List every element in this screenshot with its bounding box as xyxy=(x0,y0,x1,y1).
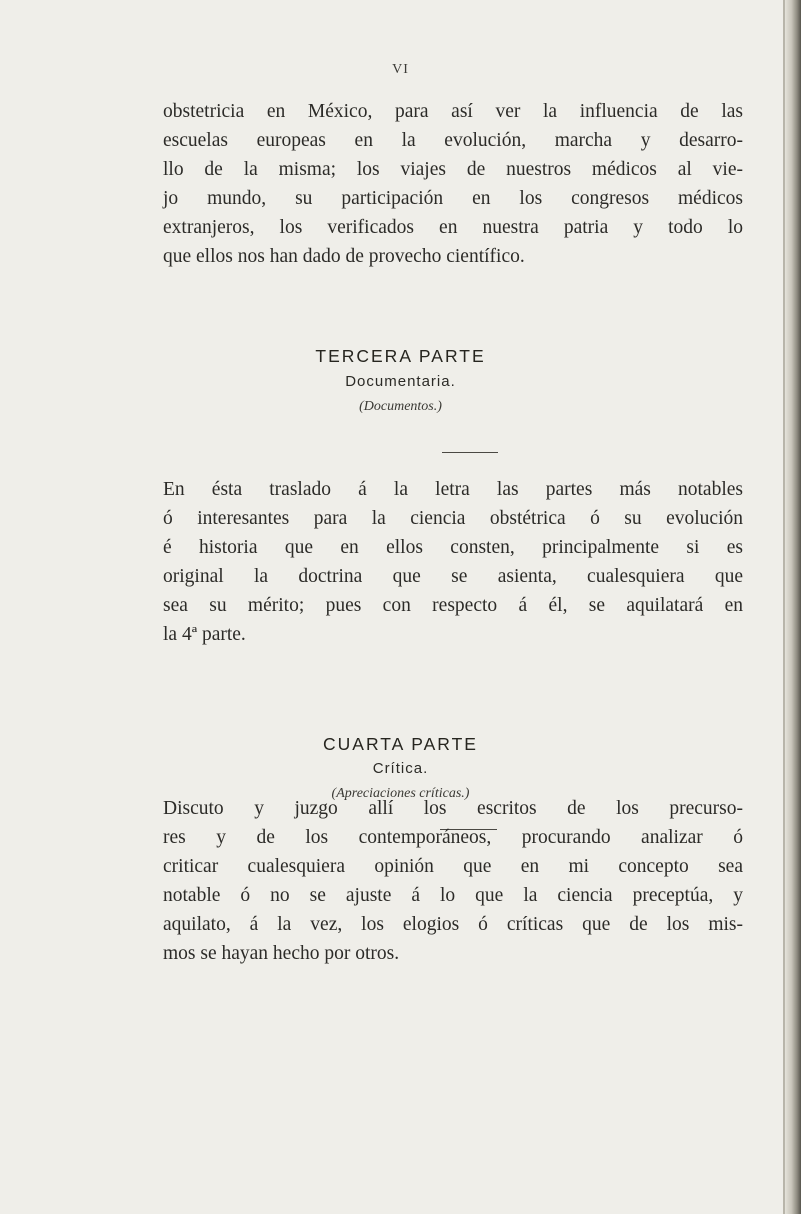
text-line: jo mundo, su participación en los congresos médicos xyxy=(163,188,743,209)
section4-paragraph xyxy=(163,794,743,968)
divider-rule xyxy=(442,452,498,453)
text-line: obstetricia en México, para así ver la influencia de las xyxy=(163,101,743,122)
intro-paragraph xyxy=(163,97,743,271)
text-line: aquilato, á la vez, los elogios ó críticas que de los mis- xyxy=(163,914,743,935)
text-line: res y de los contemporáneos, procurando analizar ó xyxy=(163,827,743,848)
text-line: que ellos nos han dado de provecho científico. xyxy=(163,246,525,267)
text-line: é historia que en ellos consten, principalmente si es xyxy=(163,537,743,558)
text-line: sea su mérito; pues con respecto á él, se aquilatará en xyxy=(163,595,743,616)
text-line: Discuto y juzgo allí los escritos de los precurso- xyxy=(163,798,743,819)
page-edge-shadow xyxy=(785,0,801,1214)
text-line: extranjeros, los verificados en nuestra patria y todo lo xyxy=(163,217,743,238)
text-line: notable ó no se ajuste á lo que la ciencia preceptúa, y xyxy=(163,885,743,906)
text-line: llo de la misma; los viajes de nuestros médicos al vie- xyxy=(163,159,743,180)
text-line: ó interesantes para la ciencia obstétrica ó su evolución xyxy=(163,508,743,529)
section-note-documentos: (Documentos.) xyxy=(359,399,442,414)
section-heading-cuarta-parte: CUARTA PARTE xyxy=(323,734,478,754)
text-line: En ésta traslado á la letra las partes más notables xyxy=(163,479,743,500)
section-subheading-critica: Crítica. xyxy=(372,760,429,777)
page-number: VI xyxy=(392,62,409,77)
section3-paragraph xyxy=(163,475,743,649)
text-line: mos se hayan hecho por otros. xyxy=(163,943,400,964)
section-note-apreciaciones: (Apreciaciones críticas.) xyxy=(331,786,470,801)
text-line: criticar cualesquiera opinión que en mi concepto sea xyxy=(163,856,743,877)
section-heading-tercera-parte: TERCERA PARTE xyxy=(315,346,486,366)
text-line: original la doctrina que se asienta, cualesquiera que xyxy=(163,566,743,587)
section-subheading-documentaria: Documentaria. xyxy=(345,373,456,390)
text-line: escuelas europeas en la evolución, marcha y desarro- xyxy=(163,130,743,151)
text-line: la 4ª parte. xyxy=(163,624,246,645)
